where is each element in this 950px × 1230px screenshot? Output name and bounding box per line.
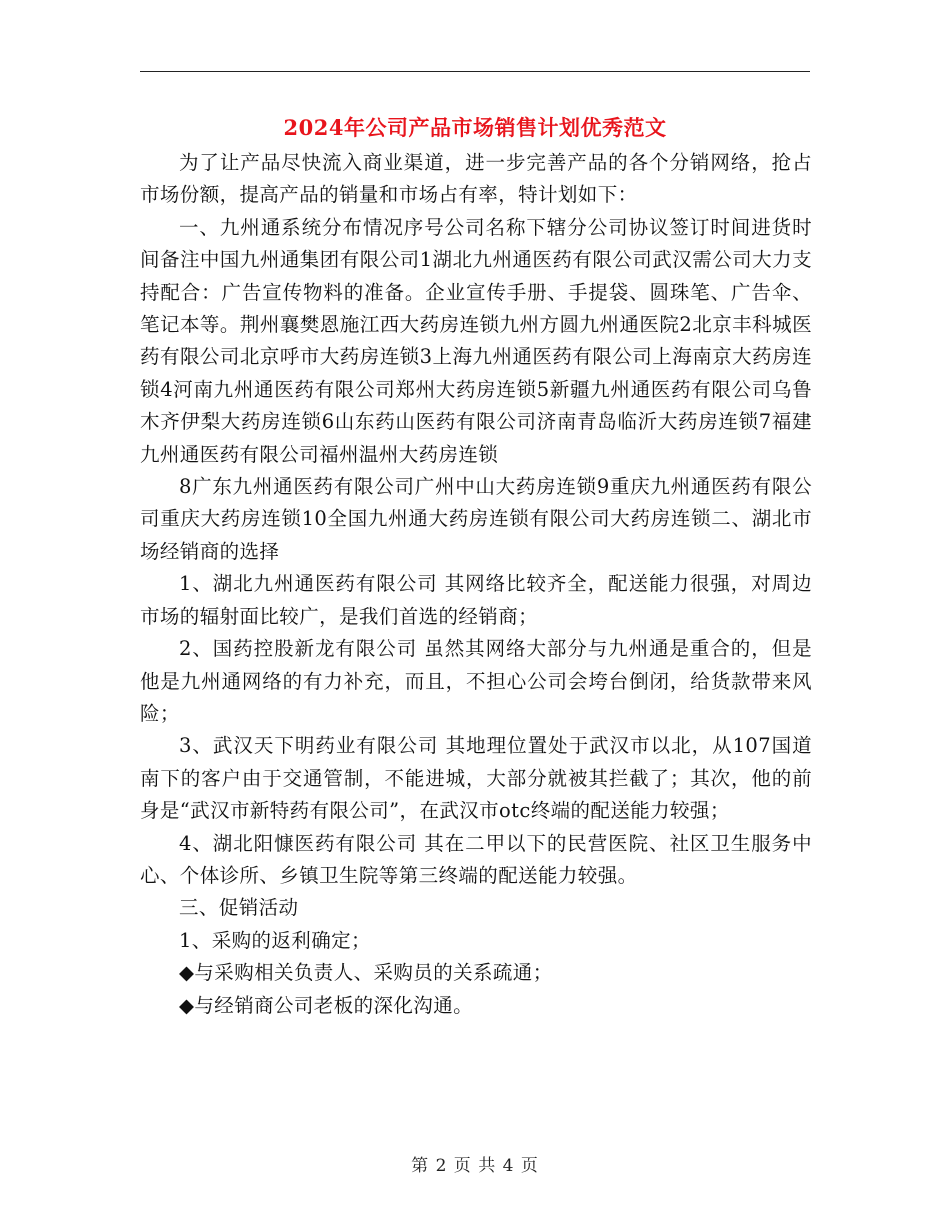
paragraph-intro: 为了让产品尽快流入商业渠道，进一步完善产品的各个分销网络，抢占市场份额，提高产品的销量和市场占有率，特计划如下： [140, 151, 812, 207]
section-heading-promotion: 三、促销活动 [179, 896, 299, 920]
bullet-item: ◆与经销商公司老板的深化沟通。 [179, 993, 473, 1017]
page-footer: 第 2 页 共 4 页 [411, 1156, 539, 1176]
header-rule [140, 71, 810, 72]
paragraph-dealer-3: 3、武汉天下明药业有限公司 其地理位置处于武汉市以北，从107国道南下的客户由于交通管制，不能进城，大部分就被其拦截了；其次，他的前身是“武汉市新特药有限公司”，在武汉市otc终端的配送能力较强； [140, 734, 812, 823]
paragraph-rebate: 1、采购的返利确定； [179, 928, 371, 952]
paragraph-dealer-1: 1、湖北九州通医药有限公司 其网络比较齐全，配送能力很强，对周边市场的辐射面比较广，是我们首选的经销商； [140, 572, 812, 628]
bullet-item: ◆与采购相关负责人、采购员的关系疏通； [179, 961, 553, 985]
paragraph-distribution: 一、九州通系统分布情况序号公司名称下辖分公司协议签订时间进货时间备注中国九州通集团有限公司1湖北九州通医药有限公司武汉需公司大力支持配合：广告宣传物料的准备。企业宣传手册、手提袋、圆珠笔、广告伞、笔记本等。荆州襄樊恩施江西大药房连锁九州方圆九州通医院2北京丰科城医药有限公司北京呼市大药房连锁3上海九州通医药有限公司上海南京大药房连锁4河南九州通医药有限公司郑州大药房连锁5新疆九州通医药有限公司乌鲁木齐伊梨大药房连锁6山东药山医药有限公司济南青岛临沂大药房连锁7福建九州通医药有限公司福州温州大药房连锁 [140, 215, 812, 466]
paragraph-distribution-cont: 8广东九州通医药有限公司广州中山大药房连锁9重庆九州通医药有限公司重庆大药房连锁10全国九州通大药房连锁有限公司大药房连锁二、湖北市场经销商的选择 [140, 475, 812, 563]
paragraph-dealer-2: 2、国药控股新龙有限公司 虽然其网络大部分与九州通是重合的，但是他是九州通网络的有力补充，而且，不担心公司会垮台倒闭，给货款带来风险； [140, 637, 812, 725]
document-body [140, 147, 812, 1022]
paragraph-dealer-4: 4、湖北阳慷医药有限公司 其在二甲以下的民营医院、社区卫生服务中心、个体诊所、乡镇卫生院等第三终端的配送能力较强。 [140, 831, 812, 887]
document-title: 2024年公司产品市场销售计划优秀范文 [283, 115, 667, 140]
